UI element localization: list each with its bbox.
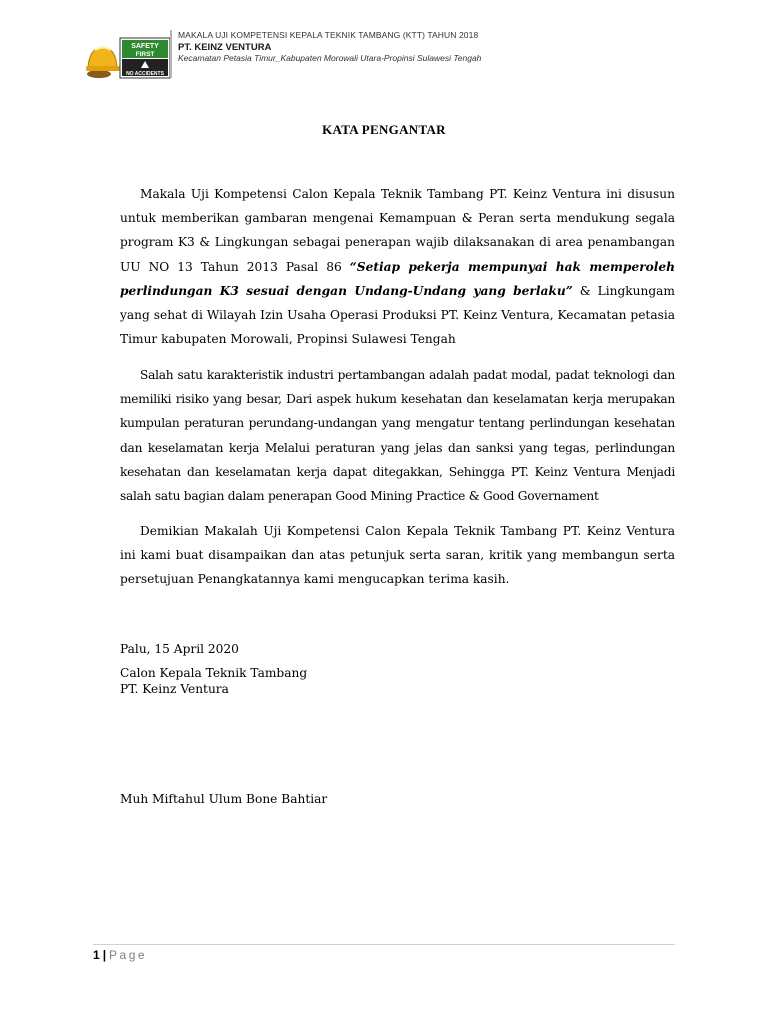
document-header <box>86 26 686 80</box>
header-location-line: Kecamatan Petasia Timur_Kabupaten Morowali Utara-Propinsi Sulawesi Tengah <box>178 53 482 63</box>
paragraph-characteristics: Salah satu karakteristik industri pertambangan adalah padat modal, padat teknologi dan memiliki risiko yang besar, Dari aspek hukum kesehatan dan keselamatan kerja merupakan kumpulan peraturan perundang-undangan yang mengatur tentang perlindungan kesehatan dan keselamatan kerja Melalui peraturan yang jelas dan sanksi yang tegas, perlindungan kesehatan dan keselamatan kerja dapat ditegakkan, Sehingga PT. Keinz Ventura Menjadi salah satu bagian dalam penerapan Good Mining Practice & Good Governament <box>120 368 675 504</box>
logo-sign-mid: FIRST <box>135 51 155 58</box>
header-text <box>178 30 481 65</box>
header-title-line: MAKALA UJI KOMPETENSI KEPALA TEKNIK TAMBANG (KTT) TAHUN 2018 <box>178 30 479 40</box>
page-label: Page <box>109 948 148 962</box>
header-divider <box>170 30 172 78</box>
logo-sign-top: SAFETY <box>131 43 159 50</box>
page-number: 1 <box>93 948 100 962</box>
footer-divider <box>93 944 675 945</box>
paragraph-closing: Demikian Makalah Uji Kompetensi Calon Kepala Teknik Tambang PT. Keinz Ventura ini kami buat disampaikan dan atas petunjuk serta saran, kritik yang membangun serta persetujuan Penangkatannya kami mengucapkan terima kasih. <box>120 524 675 587</box>
paragraph-intro <box>120 182 675 351</box>
signature-name: Muh Miftahul Ulum Bone Bahtiar <box>120 792 328 806</box>
law-quote: “Setiap pekerja mempunyai hak memperoleh perlindungan K3 sesuai dengan Undang-Undang yang berlaku” <box>120 259 676 298</box>
page-footer <box>93 948 147 962</box>
safety-first-logo <box>86 36 172 80</box>
header-company-line: PT. KEINZ VENTURA <box>178 41 272 53</box>
page-title: KATA PENGANTAR <box>322 122 446 137</box>
paragraph-intro-text-b: & Lingkungam yang sehat di Wilayah Izin Usaha Operasi Produksi PT. Keinz Ventura, Kecamatan petasia Timur kabupaten Morowali, Propinsi Sulawesi Tengah <box>120 283 675 347</box>
logo-sign-bottom: NO ACCIDENTS <box>126 71 164 77</box>
signature-company: PT. Keinz Ventura <box>120 682 229 696</box>
signature-role: Calon Kepala Teknik Tambang <box>120 666 308 680</box>
footer-separator: | <box>102 948 107 962</box>
paragraph-intro-text-a: Makala Uji Kompetensi Calon Kepala Teknik Tambang PT. Keinz Ventura ini disusun untuk memberikan gambaran mengenai Kemampuan & Peran serta mendukung segala program K3 & Lingkungan sebagai penerapan wajib dilaksanakan di area penambangan UU NO 13 Tahun 2013 Pasal 86 <box>120 187 675 274</box>
signature-date: Palu, 15 April 2020 <box>120 642 239 656</box>
